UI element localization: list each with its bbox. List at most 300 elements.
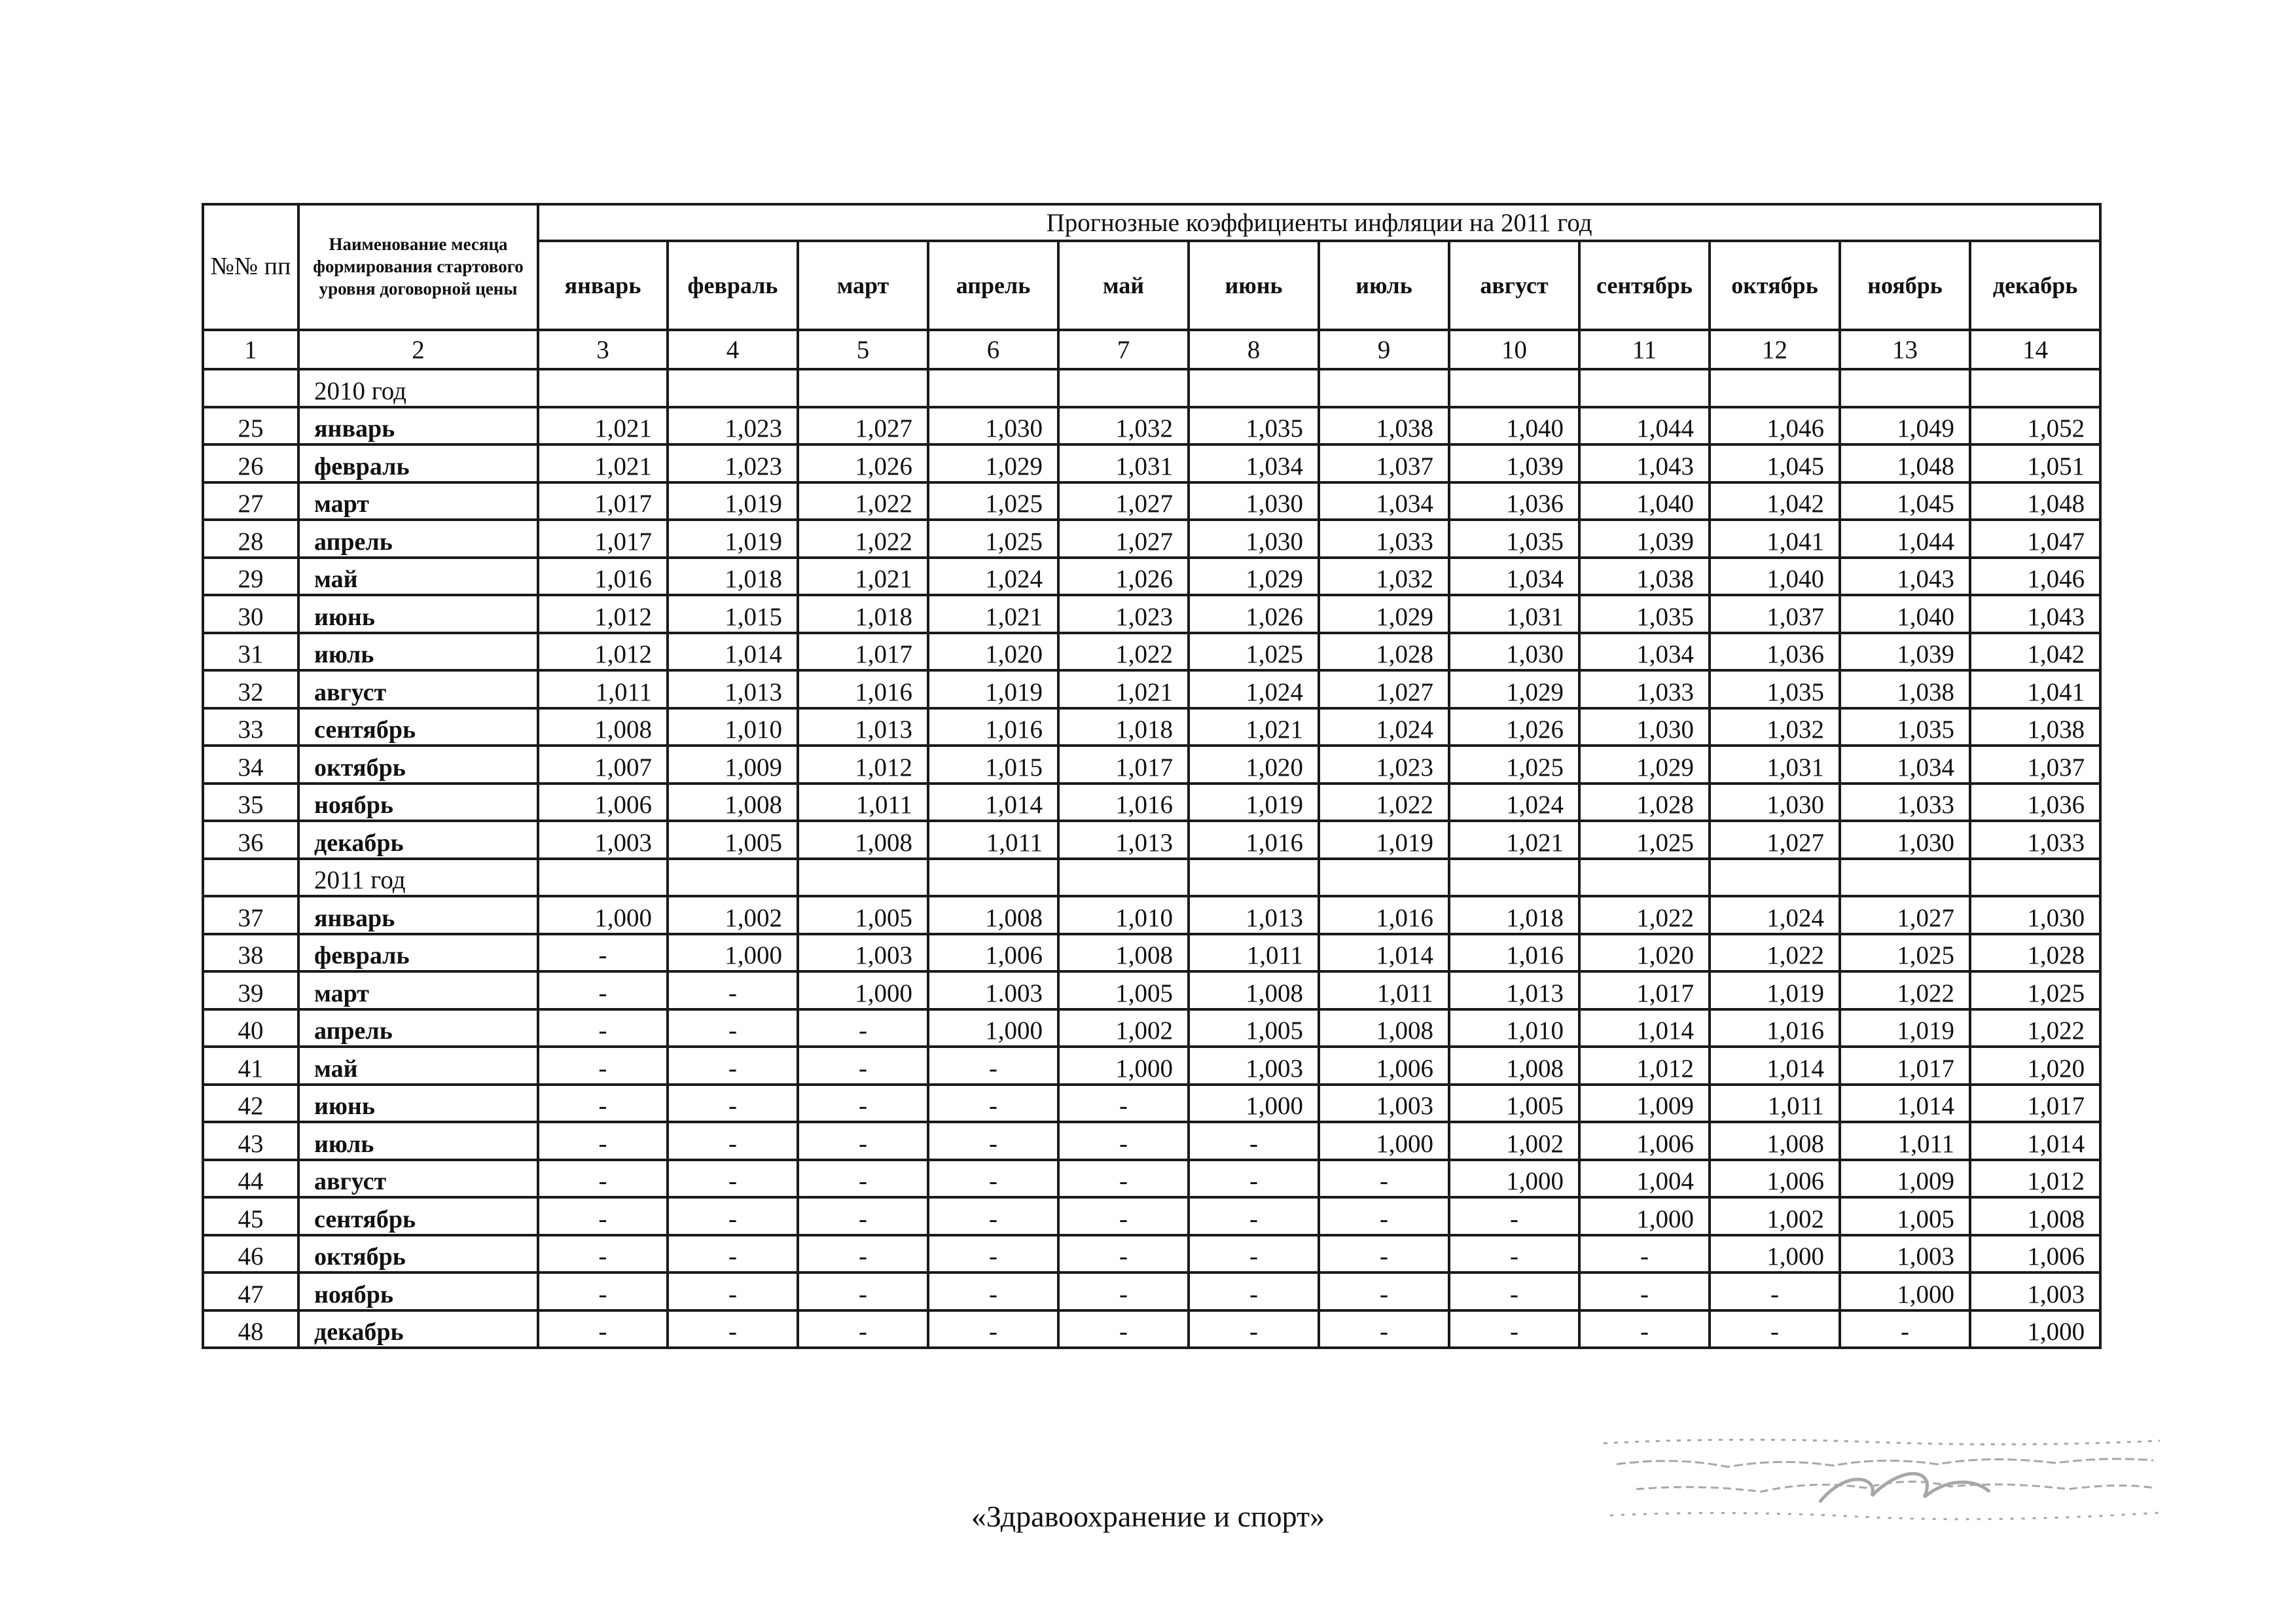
table-body — [203, 330, 2100, 1348]
coefficient-cell: - — [928, 1160, 1058, 1198]
empty-cell — [1058, 369, 1189, 407]
column-number-cell: 9 — [1319, 330, 1449, 369]
coefficient-cell: 1,011 — [1840, 1122, 1970, 1160]
row-month-name: ноябрь — [298, 1272, 538, 1310]
coefficient-cell: 1,030 — [1710, 784, 1840, 821]
coefficient-cell: 1,049 — [1840, 407, 1970, 445]
column-number-cell: 13 — [1840, 330, 1970, 369]
coefficient-cell: 1,029 — [1319, 595, 1449, 633]
table-row — [203, 1272, 2100, 1310]
coefficient-cell: - — [798, 1009, 928, 1047]
coefficient-cell: 1,022 — [1710, 934, 1840, 972]
coefficient-cell: 1,000 — [1319, 1122, 1449, 1160]
coefficient-cell: 1,008 — [668, 784, 798, 821]
coefficient-cell: 1,019 — [928, 670, 1058, 708]
year-label: 2011 год — [298, 859, 538, 897]
coefficient-cell: 1,008 — [538, 708, 668, 746]
coefficient-cell: - — [538, 1235, 668, 1273]
coefficient-cell: - — [538, 971, 668, 1009]
table-row — [203, 1235, 2100, 1273]
table-row — [203, 746, 2100, 784]
coefficient-cell: 1,040 — [1710, 558, 1840, 596]
month-column-header: октябрь — [1710, 241, 1840, 330]
empty-cell — [1970, 859, 2100, 897]
coefficient-cell: - — [668, 971, 798, 1009]
coefficient-cell: 1,013 — [1058, 821, 1189, 859]
coefficient-cell: 1,005 — [1058, 971, 1189, 1009]
row-number: 39 — [203, 971, 298, 1009]
coefficient-cell: 1,027 — [1058, 482, 1189, 520]
coefficient-cell: 1,051 — [1970, 444, 2100, 482]
row-month-name: июль — [298, 1122, 538, 1160]
coefficient-cell: 1,008 — [1710, 1122, 1840, 1160]
coefficient-cell: 1,020 — [1579, 934, 1710, 972]
empty-cell — [798, 859, 928, 897]
coefficient-cell: 1,003 — [1840, 1235, 1970, 1273]
coefficient-cell: 1,043 — [1970, 595, 2100, 633]
coefficient-cell: - — [1189, 1235, 1319, 1273]
coefficient-cell: 1,040 — [1840, 595, 1970, 633]
coefficient-cell: 1,016 — [928, 708, 1058, 746]
inflation-coefficients-table — [202, 203, 2102, 1349]
coefficient-cell: 1,036 — [1710, 633, 1840, 671]
coefficient-cell: 1,030 — [1579, 708, 1710, 746]
coefficient-cell: 1,030 — [1449, 633, 1579, 671]
coefficient-cell: 1,044 — [1840, 520, 1970, 558]
coefficient-cell: 1,037 — [1319, 444, 1449, 482]
coefficient-cell: 1,026 — [1058, 558, 1189, 596]
empty-cell — [1579, 859, 1710, 897]
coefficient-cell: 1,017 — [798, 633, 928, 671]
row-number: 25 — [203, 407, 298, 445]
coefficient-cell: 1,030 — [928, 407, 1058, 445]
table-row — [203, 1122, 2100, 1160]
coefficient-cell: 1,014 — [1579, 1009, 1710, 1047]
row-month-name: апрель — [298, 1009, 538, 1047]
coefficient-cell: 1,005 — [798, 896, 928, 934]
coefficient-cell: 1,018 — [798, 595, 928, 633]
empty-cell — [1840, 369, 1970, 407]
coefficient-cell: 1,021 — [1449, 821, 1579, 859]
empty-cell — [668, 369, 798, 407]
month-column-header: февраль — [668, 241, 798, 330]
row-number: 28 — [203, 520, 298, 558]
coefficient-cell: 1,035 — [1579, 595, 1710, 633]
table-row — [203, 1047, 2100, 1085]
row-month-name: декабрь — [298, 1310, 538, 1348]
coefficient-cell: 1,036 — [1970, 784, 2100, 821]
coefficient-cell: - — [668, 1310, 798, 1348]
coefficient-cell: 1,030 — [1840, 821, 1970, 859]
empty-cell — [1970, 369, 2100, 407]
coefficient-cell: 1,022 — [1579, 896, 1710, 934]
empty-cell — [203, 859, 298, 897]
row-number: 26 — [203, 444, 298, 482]
coefficient-cell: 1,000 — [1840, 1272, 1970, 1310]
month-column-header: декабрь — [1970, 241, 2100, 330]
column-number-cell: 11 — [1579, 330, 1710, 369]
coefficient-cell: 1,028 — [1579, 784, 1710, 821]
column-number-cell: 7 — [1058, 330, 1189, 369]
coefficient-cell: 1,008 — [1189, 971, 1319, 1009]
empty-cell — [928, 369, 1058, 407]
coefficient-cell: - — [1840, 1310, 1970, 1348]
coefficient-cell: - — [928, 1122, 1058, 1160]
coefficient-cell: 1,030 — [1189, 520, 1319, 558]
coefficient-cell: 1,033 — [1970, 821, 2100, 859]
empty-cell — [1058, 859, 1189, 897]
coefficient-cell: 1,016 — [538, 558, 668, 596]
coefficient-cell: 1,026 — [1189, 595, 1319, 633]
coefficient-cell: 1,021 — [798, 558, 928, 596]
column-number-cell: 6 — [928, 330, 1058, 369]
row-number: 44 — [203, 1160, 298, 1198]
coefficient-cell: 1,029 — [928, 444, 1058, 482]
row-number: 29 — [203, 558, 298, 596]
coefficient-cell: 1,034 — [1579, 633, 1710, 671]
month-column-header: май — [1058, 241, 1189, 330]
coefficient-cell: 1,025 — [928, 520, 1058, 558]
table-row — [203, 708, 2100, 746]
column-number-cell: 12 — [1710, 330, 1840, 369]
coefficient-cell: 1,011 — [1319, 971, 1449, 1009]
coefficient-cell: 1,009 — [1840, 1160, 1970, 1198]
coefficient-cell: - — [1579, 1310, 1710, 1348]
table-row — [203, 595, 2100, 633]
coefficient-cell: - — [1449, 1272, 1579, 1310]
coefficient-cell: 1,016 — [1710, 1009, 1840, 1047]
coefficient-cell: 1,033 — [1319, 520, 1449, 558]
row-number: 43 — [203, 1122, 298, 1160]
coefficient-cell: 1,014 — [1319, 934, 1449, 972]
coefficient-cell: - — [1058, 1272, 1189, 1310]
empty-cell — [668, 859, 798, 897]
coefficient-cell: 1,021 — [928, 595, 1058, 633]
coefficient-cell: 1,038 — [1579, 558, 1710, 596]
coefficient-cell: 1,003 — [1970, 1272, 2100, 1310]
column-number-row — [203, 330, 2100, 369]
coefficient-cell: 1,027 — [1710, 821, 1840, 859]
coefficient-cell: - — [538, 1122, 668, 1160]
coefficient-cell: 1,043 — [1840, 558, 1970, 596]
year-label: 2010 год — [298, 369, 538, 407]
coefficient-cell: 1,017 — [1840, 1047, 1970, 1085]
coefficient-cell: 1,034 — [1319, 482, 1449, 520]
coefficient-cell: - — [668, 1009, 798, 1047]
table-row — [203, 407, 2100, 445]
coefficient-cell: - — [1319, 1197, 1449, 1235]
coefficient-cell: 1,008 — [1970, 1197, 2100, 1235]
coefficient-cell: - — [1449, 1197, 1579, 1235]
coefficient-cell: 1,003 — [1319, 1085, 1449, 1123]
coefficient-cell: - — [1710, 1310, 1840, 1348]
coefficient-cell: - — [1710, 1272, 1840, 1310]
coefficient-cell: 1,011 — [1710, 1085, 1840, 1123]
coefficient-cell: 1,027 — [798, 407, 928, 445]
approval-stamp — [1597, 1424, 2166, 1535]
coefficient-cell: 1,048 — [1970, 482, 2100, 520]
empty-cell — [1710, 859, 1840, 897]
coefficient-cell: 1,000 — [798, 971, 928, 1009]
row-month-name: май — [298, 1047, 538, 1085]
row-month-name: февраль — [298, 934, 538, 972]
coefficient-cell: 1,028 — [1319, 633, 1449, 671]
row-month-name: январь — [298, 896, 538, 934]
coefficient-cell: 1,015 — [928, 746, 1058, 784]
coefficient-cell: 1,016 — [1449, 934, 1579, 972]
coefficient-cell: - — [798, 1197, 928, 1235]
empty-cell — [203, 369, 298, 407]
coefficient-cell: - — [798, 1310, 928, 1348]
coefficient-cell: - — [928, 1085, 1058, 1123]
coefficient-cell: - — [1449, 1310, 1579, 1348]
coefficient-cell: - — [1579, 1235, 1710, 1273]
coefficient-cell: 1,000 — [1579, 1197, 1710, 1235]
month-column-header: апрель — [928, 241, 1058, 330]
coefficient-cell: - — [928, 1310, 1058, 1348]
table-row — [203, 821, 2100, 859]
coefficient-cell: - — [1058, 1235, 1189, 1273]
coefficient-cell: - — [1189, 1197, 1319, 1235]
column-number-cell: 14 — [1970, 330, 2100, 369]
coefficient-cell: - — [1058, 1085, 1189, 1123]
coefficient-cell: - — [798, 1272, 928, 1310]
coefficient-cell: - — [798, 1160, 928, 1198]
row-number: 27 — [203, 482, 298, 520]
coefficient-cell: 1,003 — [1189, 1047, 1319, 1085]
coefficient-cell: 1,045 — [1710, 444, 1840, 482]
coefficient-cell: 1,005 — [1189, 1009, 1319, 1047]
coefficient-cell: 1,025 — [1189, 633, 1319, 671]
row-month-name: декабрь — [298, 821, 538, 859]
table-row — [203, 670, 2100, 708]
coefficient-cell: 1,041 — [1970, 670, 2100, 708]
month-column-header: ноябрь — [1840, 241, 1970, 330]
row-number: 40 — [203, 1009, 298, 1047]
row-number: 45 — [203, 1197, 298, 1235]
coefficient-cell: 1,031 — [1710, 746, 1840, 784]
year-group-row — [203, 369, 2100, 407]
coefficient-cell: - — [538, 1310, 668, 1348]
coefficient-cell: 1,006 — [1710, 1160, 1840, 1198]
coefficient-cell: - — [1189, 1160, 1319, 1198]
coefficient-cell: 1,013 — [1449, 971, 1579, 1009]
coefficient-cell: 1,012 — [538, 633, 668, 671]
coefficient-cell: - — [1189, 1310, 1319, 1348]
coefficient-cell: 1,011 — [928, 821, 1058, 859]
column-number-cell: 10 — [1449, 330, 1579, 369]
coefficient-cell: 1,042 — [1970, 633, 2100, 671]
coefficient-cell: 1,023 — [668, 444, 798, 482]
coefficient-cell: 1,021 — [1189, 708, 1319, 746]
row-month-name: май — [298, 558, 538, 596]
row-month-name: июнь — [298, 1085, 538, 1123]
coefficient-cell: 1,000 — [668, 934, 798, 972]
coefficient-cell: 1,021 — [538, 407, 668, 445]
coefficient-cell: 1,008 — [1319, 1009, 1449, 1047]
coefficient-cell: - — [668, 1197, 798, 1235]
table-header — [203, 204, 2100, 330]
column-number-cell: 8 — [1189, 330, 1319, 369]
coefficient-cell: 1,037 — [1970, 746, 2100, 784]
coefficient-cell: 1,032 — [1710, 708, 1840, 746]
row-month-name: август — [298, 670, 538, 708]
coefficient-cell: 1,046 — [1710, 407, 1840, 445]
coefficient-cell: - — [1058, 1160, 1189, 1198]
coefficient-cell: 1,017 — [1058, 746, 1189, 784]
coefficient-cell: 1,010 — [1058, 896, 1189, 934]
empty-cell — [1319, 369, 1449, 407]
coefficient-cell: 1,018 — [668, 558, 798, 596]
coefficient-cell: 1,024 — [1319, 708, 1449, 746]
coefficient-cell: - — [668, 1047, 798, 1085]
coefficient-cell: 1,008 — [798, 821, 928, 859]
coefficient-cell: 1,000 — [538, 896, 668, 934]
empty-cell — [1189, 369, 1319, 407]
row-number: 37 — [203, 896, 298, 934]
month-column-header: июль — [1319, 241, 1449, 330]
coefficient-cell: 1,012 — [1970, 1160, 2100, 1198]
row-month-name: март — [298, 971, 538, 1009]
coefficient-cell: 1,013 — [1189, 896, 1319, 934]
column-number-cell: 3 — [538, 330, 668, 369]
coefficient-cell: - — [538, 1009, 668, 1047]
coefficient-cell: 1,030 — [1189, 482, 1319, 520]
coefficient-cell: 1,002 — [1710, 1197, 1840, 1235]
empty-cell — [798, 369, 928, 407]
coefficient-cell: 1,026 — [798, 444, 928, 482]
coefficient-cell: 1,000 — [928, 1009, 1058, 1047]
coefficient-cell: 1,040 — [1579, 482, 1710, 520]
coefficient-cell: 1,038 — [1840, 670, 1970, 708]
row-month-name: август — [298, 1160, 538, 1198]
coefficient-cell: 1,014 — [1710, 1047, 1840, 1085]
coefficient-cell: 1,002 — [1449, 1122, 1579, 1160]
coefficient-cell: 1,020 — [1189, 746, 1319, 784]
coefficient-cell: 1,031 — [1058, 444, 1189, 482]
table-row — [203, 1310, 2100, 1348]
coefficient-cell: - — [538, 934, 668, 972]
coefficient-cell: 1,029 — [1189, 558, 1319, 596]
row-month-name: февраль — [298, 444, 538, 482]
row-number: 36 — [203, 821, 298, 859]
coefficient-cell: 1,039 — [1840, 633, 1970, 671]
coefficient-cell: 1,035 — [1449, 520, 1579, 558]
coefficient-cell: 1,008 — [1058, 934, 1189, 972]
coefficient-cell: 1,048 — [1840, 444, 1970, 482]
coefficient-cell: 1,025 — [928, 482, 1058, 520]
coefficient-cell: - — [1058, 1197, 1189, 1235]
table-row — [203, 633, 2100, 671]
coefficient-cell: 1,020 — [1970, 1047, 2100, 1085]
coefficient-cell: 1,019 — [668, 520, 798, 558]
coefficient-cell: 1,018 — [1449, 896, 1579, 934]
empty-cell — [1710, 369, 1840, 407]
empty-cell — [1579, 369, 1710, 407]
month-column-header: январь — [538, 241, 668, 330]
coefficient-cell: - — [1189, 1122, 1319, 1160]
coefficient-cell: 1,000 — [1189, 1085, 1319, 1123]
coefficient-cell: 1,039 — [1579, 520, 1710, 558]
coefficient-cell: 1,009 — [1579, 1085, 1710, 1123]
coefficient-cell: 1,025 — [1449, 746, 1579, 784]
coefficient-cell: - — [668, 1272, 798, 1310]
coefficient-cell: 1,006 — [1970, 1235, 2100, 1273]
coefficient-cell: 1,021 — [538, 444, 668, 482]
row-month-name: сентябрь — [298, 708, 538, 746]
table-row — [203, 558, 2100, 596]
coefficient-cell: 1,019 — [1319, 821, 1449, 859]
coefficient-cell: 1,002 — [1058, 1009, 1189, 1047]
column-number-cell: 5 — [798, 330, 928, 369]
empty-cell — [928, 859, 1058, 897]
coefficient-cell: - — [1319, 1160, 1449, 1198]
coefficient-cell: 1,014 — [668, 633, 798, 671]
table-row — [203, 784, 2100, 821]
row-number: 38 — [203, 934, 298, 972]
coefficient-cell: - — [798, 1122, 928, 1160]
coefficient-cell: 1,035 — [1840, 708, 1970, 746]
month-column-header: август — [1449, 241, 1579, 330]
coefficient-cell: 1,005 — [1840, 1197, 1970, 1235]
empty-cell — [1449, 859, 1579, 897]
coefficient-cell: - — [798, 1235, 928, 1273]
coefficient-cell: 1,027 — [1840, 896, 1970, 934]
coefficient-cell: 1,014 — [1970, 1122, 2100, 1160]
coefficient-cell: - — [1058, 1310, 1189, 1348]
table-row — [203, 520, 2100, 558]
coefficient-cell: - — [928, 1235, 1058, 1273]
coefficient-cell: - — [668, 1122, 798, 1160]
column-number-cell: 1 — [203, 330, 298, 369]
month-name-header: Наименование месяца формирования стартового уровня договорной цены — [298, 204, 538, 330]
row-month-name: январь — [298, 407, 538, 445]
coefficient-cell: 1,006 — [1579, 1122, 1710, 1160]
coefficient-cell: 1,042 — [1710, 482, 1840, 520]
coefficient-cell: 1,023 — [668, 407, 798, 445]
row-month-name: октябрь — [298, 746, 538, 784]
row-month-name: ноябрь — [298, 784, 538, 821]
coefficient-cell: 1,017 — [538, 482, 668, 520]
coefficient-cell: 1,019 — [1840, 1009, 1970, 1047]
month-column-header: июнь — [1189, 241, 1319, 330]
coefficient-cell: - — [1449, 1235, 1579, 1273]
coefficient-cell: 1,021 — [1058, 670, 1189, 708]
coefficient-cell: 1,003 — [798, 934, 928, 972]
coefficient-cell: 1,012 — [538, 595, 668, 633]
coefficient-cell: 1,025 — [1970, 971, 2100, 1009]
row-number: 41 — [203, 1047, 298, 1085]
coefficient-cell: - — [1319, 1235, 1449, 1273]
table-row — [203, 896, 2100, 934]
coefficient-cell: 1,006 — [1319, 1047, 1449, 1085]
coefficient-cell: 1,044 — [1579, 407, 1710, 445]
coefficient-cell: 1,016 — [1058, 784, 1189, 821]
coefficient-cell: 1,032 — [1319, 558, 1449, 596]
coefficient-cell: 1,000 — [1058, 1047, 1189, 1085]
coefficient-cell: 1,013 — [798, 708, 928, 746]
coefficient-cell: 1,017 — [538, 520, 668, 558]
coefficient-cell: 1,022 — [798, 520, 928, 558]
coefficient-cell: 1,025 — [1840, 934, 1970, 972]
column-number-cell: 2 — [298, 330, 538, 369]
coefficient-cell: 1,026 — [1449, 708, 1579, 746]
row-month-name: июль — [298, 633, 538, 671]
row-number: 42 — [203, 1085, 298, 1123]
coefficient-cell: - — [798, 1047, 928, 1085]
table-row — [203, 1009, 2100, 1047]
coefficient-cell: - — [1579, 1272, 1710, 1310]
